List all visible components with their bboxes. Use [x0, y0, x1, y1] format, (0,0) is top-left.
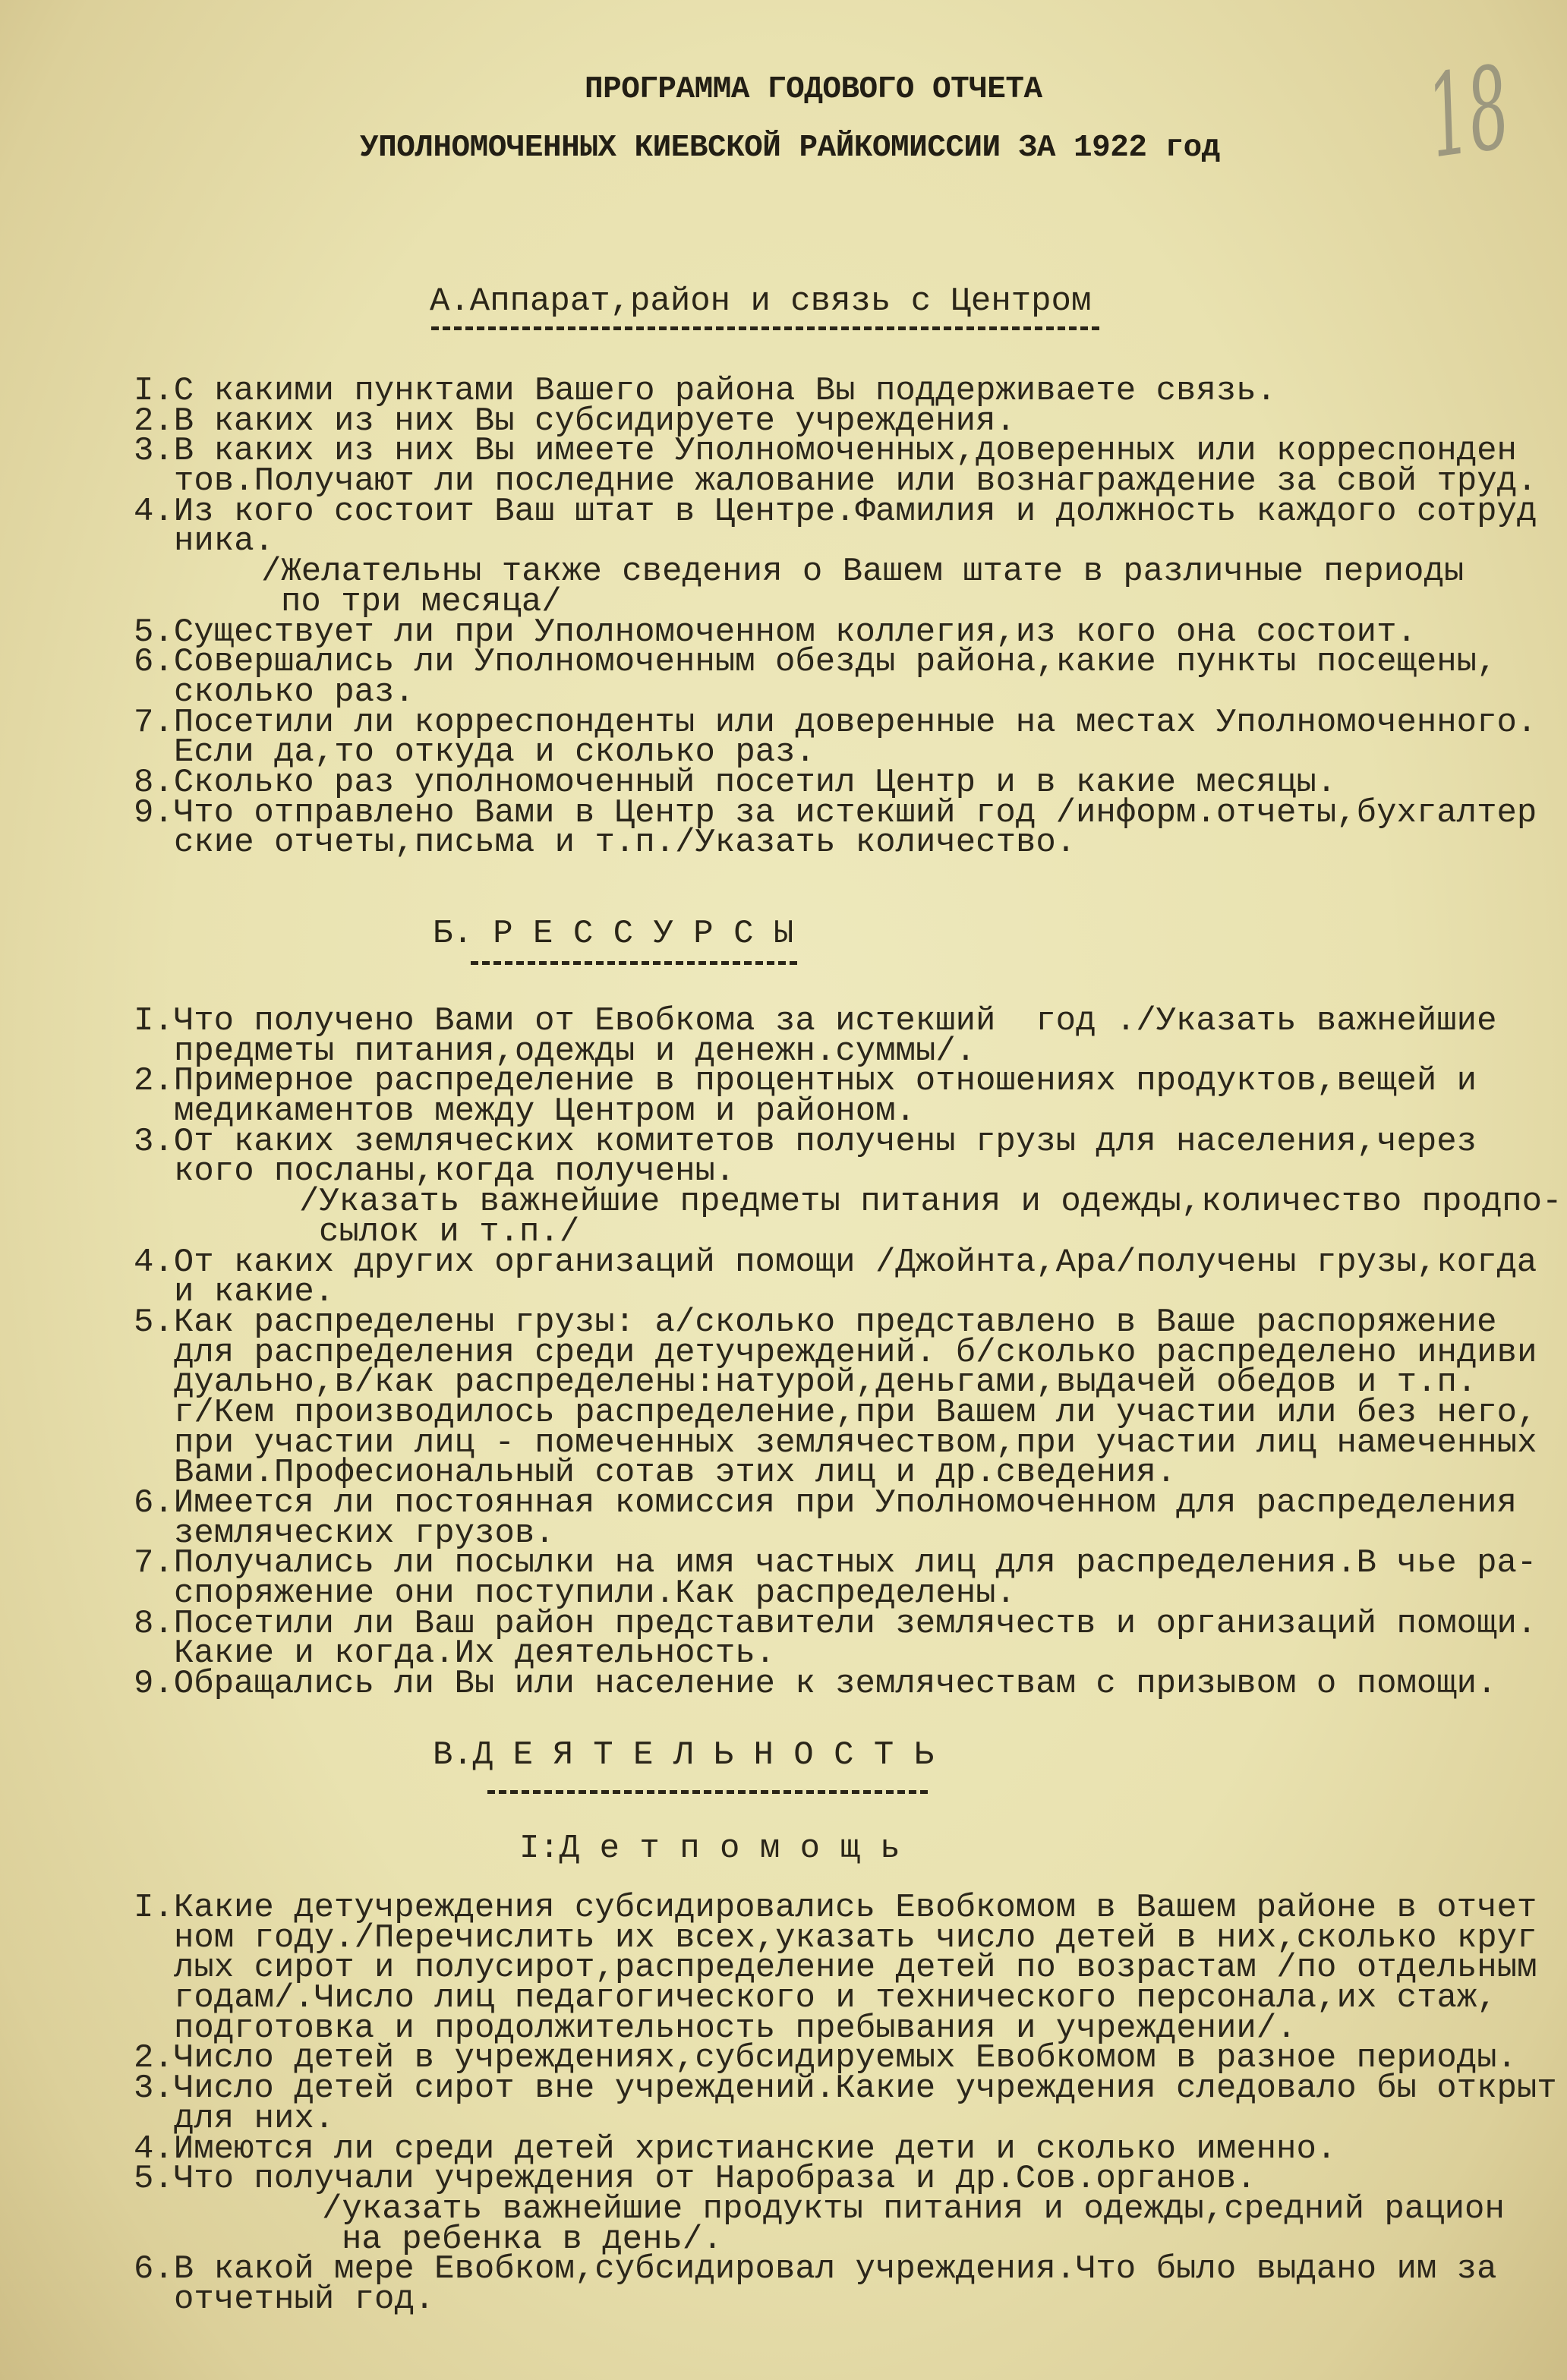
- item-continuation-line: лых сирот и полусирот,распределение детей по возрастам /по отдельным: [174, 1949, 1537, 1988]
- item-continuation-line: отчетный год.: [174, 2280, 435, 2319]
- item-first-line: 3.Число детей сирот вне учреждений.Какие учреждения следовало бы открыт: [134, 2069, 1557, 2108]
- list-item: [134, 2250, 1553, 2319]
- item-first-line: 2.Примерное распределение в процентных отношениях продуктов,вещей и: [134, 1062, 1477, 1101]
- item-continuation-line: споряжение они поступили.Как распределены.: [174, 1575, 1016, 1613]
- list-item: [134, 643, 1553, 711]
- item-continuation-line: медикаментов между Центром и районом.: [174, 1092, 916, 1131]
- item-first-line: 5.Что получали учреждения от Наробраза и др.Сов.органов.: [134, 2160, 1256, 2199]
- item-continuation-line: при участии лиц - помеченных землячеством,при участии лиц намеченных: [174, 1423, 1537, 1462]
- list-item: [134, 1889, 1553, 2047]
- item-continuation-line: годам/.Число лиц педагогического и технического персонала,их стаж,: [174, 1979, 1497, 2018]
- item-note-line: на ребенка в день/.: [342, 2220, 723, 2259]
- item-continuation-line: ские отчеты,письма и т.п./Указать количество.: [174, 824, 1077, 862]
- list-item: [134, 1122, 1562, 1251]
- item-continuation-line: Если да,то откуда и сколько раз.: [174, 733, 815, 772]
- handwritten-folio-number: 18: [1420, 42, 1518, 184]
- item-continuation-line: дуально,в/как распределены:натурой,деньгами,выдачей обедов и т.п.: [174, 1363, 1477, 1402]
- section-v-subheading: I:Д е т п о м о щ ь: [519, 1830, 900, 1868]
- document-title-line-1: ПРОГРАММА ГОДОВОГО ОТЧЕТА: [585, 72, 1042, 107]
- section-b-underline: [471, 961, 797, 965]
- item-continuation-line: предметы питания,одежды и денежн.суммы/.: [174, 1032, 976, 1070]
- item-note-line: /указать важнейшие продукты питания и одежды,средний рацион: [322, 2189, 1505, 2228]
- list-item: [134, 2069, 1557, 2138]
- item-continuation-line: подготовка и продолжительность пребывания и учреждении/.: [174, 2009, 1297, 2047]
- item-first-line: 4.Имеются ли среди детей христианские дети и сколько именно.: [134, 2129, 1337, 2168]
- section-a-items: [134, 372, 1553, 862]
- item-note-line: /Желательны также сведения о Вашем штате в различные периоды: [261, 553, 1465, 591]
- list-item: [134, 1544, 1553, 1613]
- section-v-underline: [487, 1790, 928, 1794]
- item-first-line: 2.В каких из них Вы субсидируете учреждения.: [134, 402, 1016, 440]
- item-first-line: 7.Получались ли посылки на имя частных лиц для распределения.В чье ра-: [134, 1544, 1537, 1583]
- item-first-line: I.Какие детучреждения субсидировались Евобкомом в Вашем районе в отчет: [134, 1889, 1537, 1927]
- item-continuation-line: и какие.: [174, 1273, 335, 1312]
- list-item: [134, 432, 1553, 501]
- section-v-items: [134, 1889, 1557, 2319]
- item-first-line: 9.Что отправлено Вами в Центр за истекший год /информ.отчеты,бухгалтер: [134, 793, 1537, 832]
- list-item: [134, 1303, 1553, 1493]
- item-first-line: 6.Совершались ли Уполномоченным обезды района,какие пункты посещены,: [134, 643, 1497, 682]
- item-continuation-line: земляческих грузов.: [174, 1514, 555, 1553]
- section-b-heading: Б. Р Е С С У Р С Ы: [433, 915, 794, 953]
- item-first-line: 8.Посетили ли Ваш район представители землячеств и организаций помощи.: [134, 1604, 1537, 1643]
- item-continuation-line: кого посланы,когда получены.: [174, 1152, 736, 1191]
- item-first-line: I.Что получено Вами от Евобкома за истекший год ./Указать важнейшие: [134, 1002, 1497, 1040]
- item-continuation-line: Какие и когда.Их деятельность.: [174, 1634, 776, 1673]
- list-item: [134, 1604, 1553, 1673]
- section-a-heading: А.Аппарат,район и связь с Центром: [430, 282, 1092, 320]
- list-item: [134, 1243, 1553, 1312]
- item-continuation-line: Вами.Професиональный сотав этих лиц и др.сведения.: [174, 1454, 1177, 1493]
- item-first-line: 5.Как распределены грузы: а/сколько представлено в Ваше распоряжение: [134, 1303, 1497, 1341]
- item-first-line: I.С какими пунктами Вашего района Вы поддерживаете связь.: [134, 372, 1277, 410]
- section-a-underline: [431, 326, 1099, 330]
- document-title-line-2: УПОЛНОМОЧЕННЫХ КИЕВСКОЙ РАЙКОМИССИИ ЗА 1922 год: [360, 131, 1220, 165]
- item-first-line: 4.От каких других организаций помощи /Джойнта,Ара/получены грузы,когда: [134, 1243, 1537, 1281]
- list-item: [134, 2160, 1553, 2259]
- list-item: [134, 793, 1553, 862]
- list-item: [134, 1484, 1553, 1553]
- item-continuation-line: тов.Получают ли последние жалование или вознаграждение за свой труд.: [174, 462, 1537, 501]
- item-continuation-line: для них.: [174, 2099, 335, 2138]
- item-first-line: 4.Из кого состоит Ваш штат в Центре.Фамилия и должность каждого сотруд: [134, 492, 1537, 531]
- item-first-line: 7.Посетили ли корреспонденты или доверенные на местах Уполномоченного.: [134, 703, 1537, 742]
- item-note-line: сылок и т.п./: [319, 1212, 580, 1251]
- item-first-line: 2.Число детей в учреждениях,субсидируемых Евобкомом в разное периоды.: [134, 2039, 1517, 2078]
- item-first-line: 8.Сколько раз уполномоченный посетил Центр и в какие месяцы.: [134, 763, 1337, 802]
- item-first-line: 6.В какой мере Евобком,субсидировал учреждения.Что было выдано им за: [134, 2250, 1497, 2289]
- list-item: [134, 1002, 1553, 1070]
- item-continuation-line: ном году./Перечислить их всех,указать число детей в них,сколько круг: [174, 1918, 1537, 1957]
- item-note-line: по три месяца/: [281, 582, 562, 621]
- list-item: [134, 492, 1553, 621]
- list-item: [134, 1062, 1553, 1131]
- item-continuation-line: ника.: [174, 522, 275, 561]
- item-first-line: 3.От каких земляческих комитетов получены грузы для населения,через: [134, 1122, 1477, 1161]
- item-first-line: 9.Обращались ли Вы или население к землячествам с призывом о помощи.: [134, 1665, 1497, 1704]
- list-item: [134, 1665, 1553, 1704]
- item-continuation-line: для распределения среди детучреждений. б/сколько распределено индиви: [174, 1333, 1537, 1372]
- section-b-items: [134, 1002, 1562, 1704]
- item-first-line: 6.Имеется ли постоянная комиссия при Уполномоченном для распределения: [134, 1484, 1517, 1522]
- section-v-heading: В.Д Е Я Т Е Л Ь Н О С Т Ь: [433, 1736, 935, 1774]
- item-continuation-line: г/Кем производилось распределение,при Вашем ли участии или без него,: [174, 1393, 1537, 1432]
- item-note-line: /Указать важнейшие предметы питания и одежды,количество продпо-: [299, 1183, 1562, 1222]
- item-first-line: 5.Существует ли при Уполномоченном коллегия,из кого она состоит.: [134, 613, 1417, 651]
- item-continuation-line: сколько раз.: [174, 673, 415, 711]
- item-first-line: 3.В каких из них Вы имеете Уполномоченных,доверенных или корреспонден: [134, 432, 1517, 471]
- list-item: [134, 703, 1553, 772]
